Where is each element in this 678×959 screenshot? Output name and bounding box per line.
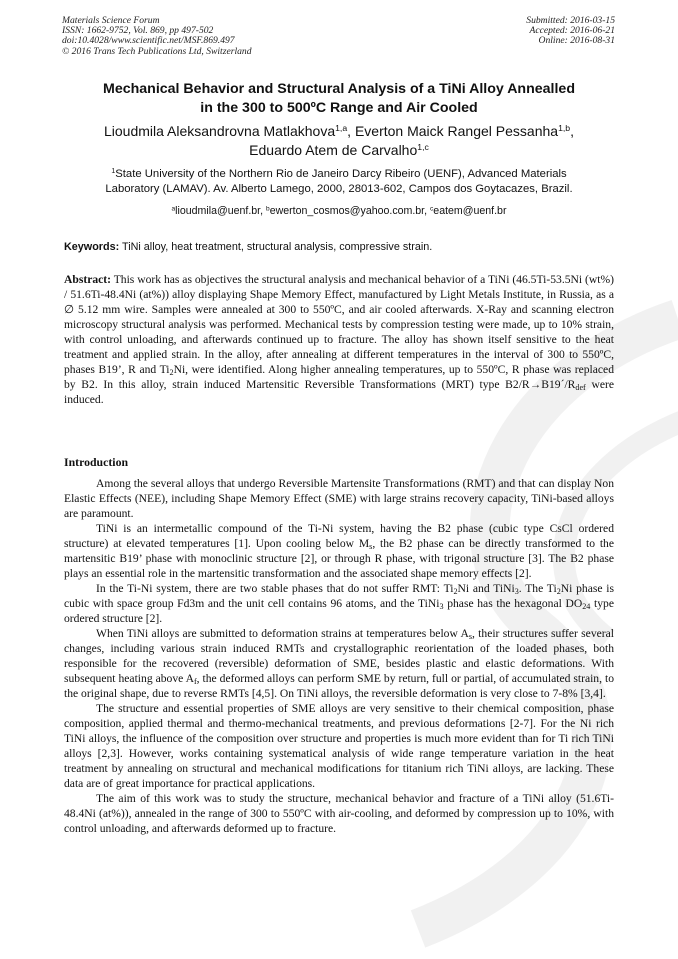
author-affiliation-mark: 1,c <box>417 142 429 153</box>
paragraph-text: When TiNi alloys are submitted to deformation strains at temperatures below A <box>96 627 469 640</box>
date-submitted: Submitted: 2016-03-15 <box>526 15 615 26</box>
author-list <box>40 122 638 160</box>
paragraph-text: , the deformed alloys can perform SME by return, full or partial, of accumulated strain, to the original shape, due to reverse RMTs [4,5]. On TiNi alloys, the reversible deformation is very close to 7-8% [3,4]. <box>64 672 614 700</box>
paper-title-line-2: in the 300 to 500ºC Range and Air Cooled <box>200 100 478 116</box>
abstract-text: were induced. <box>64 378 614 406</box>
subscript: s <box>468 632 472 642</box>
paper-title-line-1: Mechanical Behavior and Structural Analysis of a TiNi Alloy Annealled <box>103 81 575 97</box>
subscript: 2 <box>169 368 174 378</box>
journal-doi: doi:10.4028/www.scientific.net/MSF.869.497 <box>62 35 235 47</box>
author-name: Everton Maick Rangel Pessanha <box>354 123 559 139</box>
publication-dates <box>526 16 615 47</box>
author-emails: $^a$lioudmila@uenf.br, $^b$ewerton_cosmos@yahoo.com.br, $^c$eatem@uenf.br <box>171 205 507 217</box>
subscript: 2 <box>453 587 458 597</box>
paper-title <box>40 80 638 118</box>
introduction-body <box>64 476 614 836</box>
email-mark: b <box>266 205 270 213</box>
author-name: Eduardo Atem de Carvalho <box>249 142 418 158</box>
intro-paragraph-4 <box>64 626 614 701</box>
affiliation-mark: 1 <box>111 168 116 176</box>
paragraph-text: In the Ti-Ni system, there are two stable phases that do not suffer RMT: Ti <box>96 582 454 595</box>
email-link[interactable]: lioudmila@uenf.br <box>175 205 261 217</box>
author-line-1: Lioudmila Aleksandrovna Matlakhova$^{1,a}$, Everton Maick Rangel Pessanha$^{1,b}$, <box>103 123 575 139</box>
keywords-text: TiNi alloy, heat treatment, structural analysis, compressive strain. <box>119 241 433 253</box>
abstract-label: Abstract: <box>64 273 112 286</box>
journal-issn: ISSN: 1662-9752, Vol. 869, pp 497-502 <box>62 25 214 37</box>
email-mark: c <box>430 205 434 213</box>
author-line-2 <box>40 141 638 160</box>
date-accepted: Accepted: 2016-06-21 <box>529 25 615 37</box>
abstract-text: This work has as objectives the structural analysis and mechanical behavior of a TiNi (46.5Ti-53.5Ni (wt%) / 51.6Ti-48.4Ni (at%)) alloy displaying Shape Memory Effect, manufactured by Light Metals Institute, in Russia, as a ∅ 5.12 mm wire. Samples were annealed at 300 to 550ºC, and air cooled afterwards. X-Ray and scanning electron microscopy structural analysis was performed. Mechanical tests by compression testing were made, up to 10% strain, with control unloading, and afterwards continued up to fracture. The alloy has shown itself sensitive to the heat treatment and applied strain. In the alloy, after annealing at different temperatures in the interval of 300 to 550ºC, phases B19’, R and Ti <box>64 273 614 376</box>
subscript: f <box>193 677 197 687</box>
author-affiliation-mark: 1,b <box>558 123 571 134</box>
subscript: 3 <box>439 602 444 612</box>
affiliation-line-1 <box>40 167 638 182</box>
author-name: Lioudmila Aleksandrovna Matlakhova <box>103 123 336 139</box>
journal-name: Materials Science Forum <box>62 15 160 26</box>
journal-header <box>62 16 252 57</box>
email-link[interactable]: ewerton_cosmos@yahoo.com.br <box>269 205 425 217</box>
subscript: 24 <box>582 602 591 612</box>
intro-paragraph-1: Among the several alloys that undergo Reversible Martensite Transformations (RMT) and that can display Non Elastic Effects (NEE), including Shape Memory Effect (SME) with large strains recovery capacity, TiNi-based alloys are paramount. <box>64 477 614 520</box>
intro-paragraph-6: The aim of this work was to study the structure, mechanical behavior and fracture of a TiNi alloy (51.6Ti-48.4Ni (at%)), annealed in the range of 300 to 550ºC with air-cooling, and deformed by compression up to 10%, with control unloading, and afterwards deformed up to fracture. <box>64 792 614 835</box>
paragraph-text: Ni phase is cubic with space group Fd3m and the unit cell contains 96 atoms, and the TiNi <box>64 582 614 610</box>
journal-copyright: © 2016 Trans Tech Publications Ltd, Switzerland <box>62 45 252 57</box>
affiliation-line-2: Laboratory (LAMAV). Av. Alberto Lamego, 2000, 28013-602, Campos dos Goytacazes, Brazil. <box>105 183 573 195</box>
paragraph-text: Ni and TiNi <box>457 582 515 595</box>
affiliation-text: State University of the Northern Rio de Janeiro Darcy Ribeiro (UENF), Advanced Materials <box>115 168 567 180</box>
author-affiliation-mark: 1,a <box>335 123 348 134</box>
paragraph-text: phase has the hexagonal DO <box>443 597 583 610</box>
abstract-paragraph <box>64 272 614 407</box>
paragraph-text: , their structures suffer several changes, including various strain induced RMTs and crystallographic reorientation of the loaded phases, both responsible for the recovered (reversible) deformation of SME, besides plastic and elastic deformations. With subsequent heating above A <box>64 627 614 685</box>
subscript: 2 <box>556 587 561 597</box>
subscript: def <box>575 383 586 393</box>
keywords <box>64 240 432 254</box>
paragraph-text: . The Ti <box>518 582 557 595</box>
paragraph-text: , the B2 phase can be directly transformed to the martensitic B19’ phase with monoclinic structure [2], or through R phase, with trigonal structure [3]. The B2 phase plays an essential role in the martensitic transformation and the associated shape memory effects [2]. <box>64 537 614 580</box>
paragraph-text: type ordered structure [2]. <box>64 597 614 625</box>
intro-paragraph-3 <box>64 581 614 626</box>
paragraph-text: TiNi is an intermetallic compound of the Ti-Ni system, having the B2 phase (cubic type CsCl ordered structure) at elevated temperatures [1]. Upon cooling below M <box>64 522 614 550</box>
date-online: Online: 2016-08-31 <box>538 35 615 47</box>
affiliation <box>40 167 638 197</box>
email-mark: a <box>171 205 176 213</box>
subscript: s <box>369 542 373 552</box>
intro-paragraph-2 <box>64 521 614 581</box>
abstract-text: Ni, were identified. Along higher annealing temperatures, up to 550ºC, R phase was replaced by B2. In this alloy, strain induced Martensitic Reversible Transformations (MRT) type B2/R→B19´/R <box>64 363 614 391</box>
intro-paragraph-5: The structure and essential properties of SME alloys are very sensitive to their chemical composition, phase composition, applied thermal and thermo-mechanical treatments, and previous deformations [2-7]. For the Ni rich TiNi alloys, the influence of the composition over structure and properties is much more evident than for Ti rich TiNi alloys [2,3]. However, works containing systematical analysis of wide range temperature variation in the heat treatment by annealing on structural and mechanical modifications for titanium rich TiNi alloys, are lacking. These data are of great importance for practical applications. <box>64 702 614 790</box>
email-link[interactable]: eatem@uenf.br <box>433 205 507 217</box>
abstract <box>64 272 614 407</box>
subscript: 3 <box>514 587 519 597</box>
section-heading-introduction: Introduction <box>64 455 129 469</box>
keywords-label: Keywords: <box>64 241 120 253</box>
